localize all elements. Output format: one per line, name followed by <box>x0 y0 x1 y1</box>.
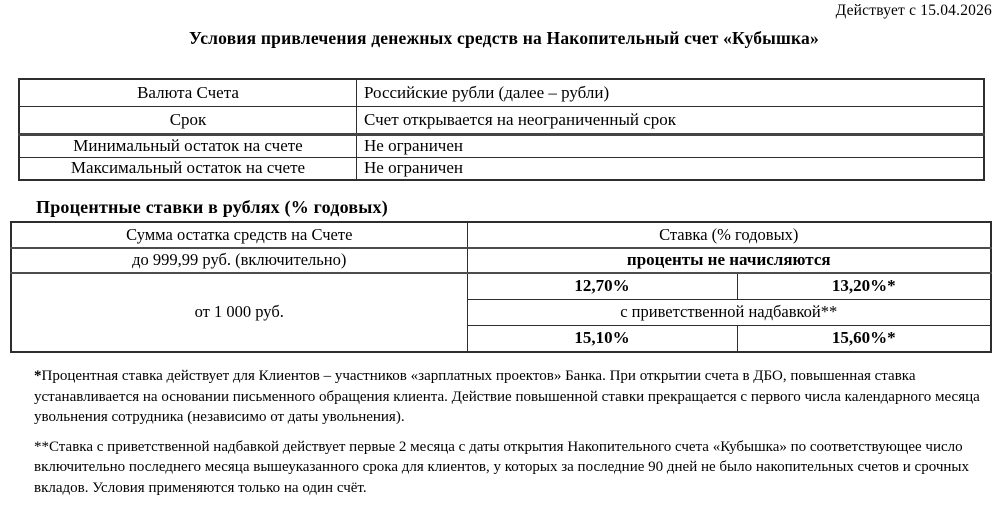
table-row <box>11 248 991 273</box>
condition-value-currency: Российские рубли (далее – рубли) <box>357 79 985 107</box>
tier2-base-rate-salary: 13,20%* <box>737 273 991 300</box>
condition-label-min-balance: Минимальный остаток на счете <box>19 135 357 158</box>
rates-table <box>10 221 992 353</box>
tier2-welcome-rate-salary: 15,60%* <box>737 326 991 353</box>
footnote-welcome-bonus <box>34 437 982 499</box>
tier1-value: проценты не начисляются <box>467 248 991 273</box>
condition-value-max-balance: Не ограничен <box>357 158 985 181</box>
table-row <box>19 107 984 135</box>
effective-date: Действует с 15.04.2026 <box>835 2 992 19</box>
column-header-sum: Сумма остатка средств на Счете <box>11 222 467 248</box>
footnote-text: Ставка с приветственной надбавкой действует первые 2 месяца с даты открытия Накопительного счета «Кубышка» по соответствующее число включительно последнего месяца вышеуказанного срока для клиентов, у которых за последние 90 дней не было накопительных счетов и срочных вкладов. Условия применяются только на один счёт. <box>34 438 969 496</box>
condition-label-max-balance: Максимальный остаток на счете <box>19 158 357 181</box>
footnote-salary-projects <box>34 366 982 428</box>
tier1-label: до 999,99 руб. (включительно) <box>11 248 467 273</box>
condition-label-currency: Валюта Счета <box>19 79 357 107</box>
condition-value-min-balance: Не ограничен <box>357 135 985 158</box>
footnote-marker: ** <box>34 438 49 455</box>
tier2-welcome-label: с приветственной надбавкой** <box>467 300 991 326</box>
footnote-text: Процентная ставка действует для Клиентов – участников «зарплатных проектов» Банка. При открытии счета в ДБО, повышенная ставка устанавливается на основании письменного обращения клиента. Действие повышенной ставки прекращается с первого числа календарного месяца увольнения сотрудника (независимо от даты увольнения). <box>34 368 980 425</box>
conditions-table <box>18 78 985 181</box>
tier2-label: от 1 000 руб. <box>11 273 467 352</box>
column-header-rate: Ставка (% годовых) <box>467 222 991 248</box>
table-row <box>19 158 984 181</box>
footnotes-block <box>34 366 982 498</box>
page-title: Условия привлечения денежных средств на Накопительный счет «Кубышка» <box>189 28 819 48</box>
rates-section-heading: Процентные ставки в рублях (% годовых) <box>36 197 388 217</box>
tier2-welcome-rate: 15,10% <box>467 326 737 353</box>
table-row <box>11 273 991 300</box>
table-row <box>19 135 984 158</box>
table-header-row <box>11 222 991 248</box>
footnote-marker: * <box>34 368 42 384</box>
tier2-base-rate: 12,70% <box>467 273 737 300</box>
condition-value-term: Счет открывается на неограниченный срок <box>357 107 985 135</box>
condition-label-term: Срок <box>19 107 357 135</box>
table-row <box>19 79 984 107</box>
